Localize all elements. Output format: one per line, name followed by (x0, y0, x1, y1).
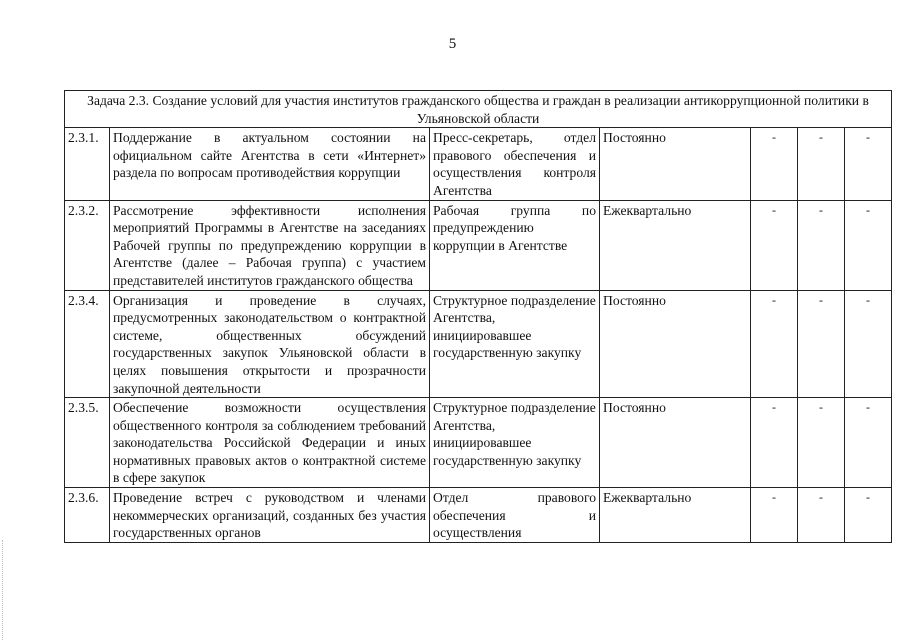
table-row (65, 488, 892, 543)
period-cell: Ежеквартально (600, 488, 751, 543)
period-cell: Постоянно (600, 290, 751, 398)
responsible-cell: Структурное подразделение Агентства, инициировавшее государственную закупку (430, 398, 600, 488)
value-cell-3: - (845, 488, 892, 543)
measure-cell: Рассмотрение эффективности исполнения мероприятий Программы в Агентстве на заседаниях Рабочей группы по предупреждению коррупции в Агентстве (далее – Рабочая группа) с участием представителей институтов гражданского общества (110, 200, 430, 290)
table-row (65, 128, 892, 200)
row-number: 2.3.1. (65, 128, 110, 200)
value-cell-3: - (845, 200, 892, 290)
value-cell-3: - (845, 128, 892, 200)
responsible-cell: Пресс-секретарь, отдел правового обеспечения и осуществления контроля Агентства (430, 128, 600, 200)
value-cell-2: - (798, 290, 845, 398)
measures-table (64, 90, 892, 543)
measure-cell: Организация и проведение в случаях, предусмотренных законодательством о контрактной системе, общественных обсуждений государственных закупок Ульяновской области в целях повышения открытости и прозрачности закупочной деятельности (110, 290, 430, 398)
measure-cell: Обеспечение возможности осуществления общественного контроля за соблюдением требований законодательства Российской Федерации и иных нормативных правовых актов о контрактной системе в сфере закупок (110, 398, 430, 488)
period-cell: Постоянно (600, 128, 751, 200)
value-cell-1: - (751, 128, 798, 200)
task-header-row (65, 91, 892, 128)
task-header: Задача 2.3. Создание условий для участия институтов гражданского общества и граждан в реализации антикоррупционной политики в Ульяновской области (65, 91, 892, 128)
value-cell-1: - (751, 290, 798, 398)
table-row (65, 290, 892, 398)
value-cell-3: - (845, 290, 892, 398)
table-row (65, 200, 892, 290)
value-cell-2: - (798, 488, 845, 543)
row-number: 2.3.2. (65, 200, 110, 290)
value-cell-2: - (798, 128, 845, 200)
scan-margin-line (2, 540, 4, 640)
period-cell: Ежеквартально (600, 200, 751, 290)
value-cell-3: - (845, 398, 892, 488)
value-cell-1: - (751, 398, 798, 488)
value-cell-2: - (798, 200, 845, 290)
value-cell-1: - (751, 200, 798, 290)
page-number: 5 (448, 36, 457, 52)
table-row (65, 398, 892, 488)
measure-cell: Поддержание в актуальном состоянии на официальном сайте Агентства в сети «Интернет» раздела по вопросам противодействия коррупции (110, 128, 430, 200)
row-number: 2.3.5. (65, 398, 110, 488)
value-cell-1: - (751, 488, 798, 543)
row-number: 2.3.4. (65, 290, 110, 398)
row-number: 2.3.6. (65, 488, 110, 543)
period-cell: Постоянно (600, 398, 751, 488)
responsible-cell: Структурное подразделение Агентства, инициировавшее государственную закупку (430, 290, 600, 398)
value-cell-2: - (798, 398, 845, 488)
responsible-cell: Рабочая группа по предупреждению коррупции в Агентстве (430, 200, 600, 290)
measure-cell: Проведение встреч с руководством и членами некоммерческих организаций, созданных без участия государственных органов (110, 488, 430, 543)
responsible-cell: Отдел правового обеспечения и осуществления (430, 488, 600, 543)
